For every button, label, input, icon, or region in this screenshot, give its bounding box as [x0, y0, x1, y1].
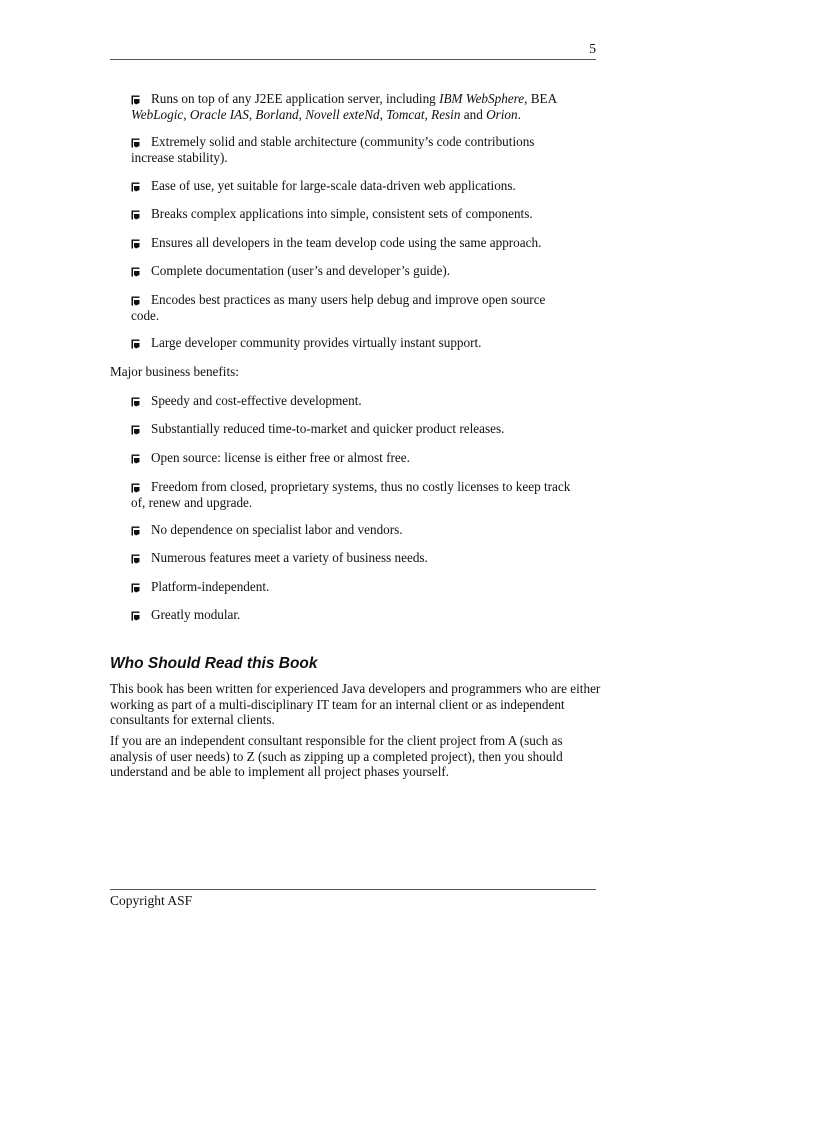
bullet-item — [131, 235, 576, 251]
hand-pointer-icon — [131, 611, 140, 620]
bullet-text: Complete documentation (user’s and developer’s guide). — [151, 263, 451, 278]
bullet-text: Breaks complex applications into simple, consistent sets of components. — [151, 206, 533, 221]
hand-pointer-icon — [131, 483, 140, 492]
bullet-text: Platform-independent. — [151, 579, 270, 594]
bullet-text: , — [183, 106, 190, 122]
business-benefits-label: Major business benefits: — [110, 364, 239, 379]
hand-pointer-icon — [131, 138, 140, 147]
bullet-text: Orion — [486, 106, 518, 122]
bullet-text: . — [517, 106, 521, 122]
hand-pointer-icon — [131, 267, 140, 276]
bullet-text: Numerous features meet a variety of business needs. — [151, 550, 428, 565]
bullet-text: Encodes best practices as many users help debug and improve open source code. — [131, 292, 546, 323]
bullet-text: and — [460, 106, 487, 122]
bullet-text: , — [424, 106, 432, 122]
bullet-text: Open source: license is either free or almost free. — [151, 450, 410, 465]
hand-pointer-icon — [131, 182, 140, 191]
hand-pointer-icon — [131, 95, 140, 104]
header-rule — [110, 59, 596, 60]
bullet-text: Substantially reduced time-to-market and quicker product releases. — [151, 421, 505, 436]
bullet-item — [131, 607, 576, 623]
bullet-text: , — [379, 106, 387, 122]
hand-pointer-icon — [131, 554, 140, 563]
bullet-item — [131, 263, 576, 279]
bullet-text: Novell exteNd — [305, 106, 380, 122]
bullet-text: Resin — [431, 106, 461, 122]
bullet-text: WebLogic — [131, 106, 184, 122]
hand-pointer-icon — [131, 397, 140, 406]
page-number: 5 — [589, 41, 596, 56]
hand-pointer-icon — [131, 339, 140, 348]
bullet-text: No dependence on specialist labor and vendors. — [151, 522, 403, 537]
section-paragraph: This book has been written for experienced Java developers and programmers who are either working as part of a multi-disciplinary IT team for an internal client or as independent consultants for external clients. — [110, 681, 601, 727]
section-heading: Who Should Read this Book — [110, 655, 318, 672]
hand-pointer-icon — [131, 454, 140, 463]
bullet-item — [131, 450, 576, 466]
hand-pointer-icon — [131, 425, 140, 434]
footer-rule — [110, 889, 596, 890]
hand-pointer-icon — [131, 583, 140, 592]
bullet-item — [131, 421, 576, 437]
bullet-text: Extremely solid and stable architecture (community’s code contributions increase stability). — [131, 134, 535, 165]
bullet-text: , — [248, 106, 256, 122]
bullet-text: , BEA — [524, 91, 557, 106]
hand-pointer-icon — [131, 296, 140, 305]
bullet-item — [131, 522, 576, 538]
bullet-text: Oracle IAS — [189, 106, 249, 122]
bullet-text: Greatly modular. — [151, 607, 241, 622]
bullet-text: Borland — [255, 106, 299, 122]
bullet-text: , — [298, 106, 306, 122]
bullet-item — [131, 292, 576, 323]
hand-pointer-icon — [131, 239, 140, 248]
bullet-text: IBM WebSphere — [439, 91, 525, 106]
bullet-item — [131, 335, 576, 351]
bullet-text: Tomcat — [386, 106, 425, 122]
bullet-item — [131, 579, 576, 595]
bullet-text: Ensures all developers in the team develop code using the same approach. — [151, 235, 542, 250]
bullet-item — [131, 550, 576, 566]
bullet-item — [131, 393, 576, 409]
bullet-item — [131, 134, 576, 165]
bullet-text: Ease of use, yet suitable for large-scale data-driven web applications. — [151, 178, 516, 193]
bullet-text: Speedy and cost-effective development. — [151, 393, 362, 408]
bullet-text: Freedom from closed, proprietary systems, thus no costly licenses to keep track of, renew and upgrade. — [131, 479, 571, 510]
bullet-text: Runs on top of any J2EE application server, including — [151, 91, 440, 106]
bullet-item — [131, 178, 576, 194]
hand-pointer-icon — [131, 210, 140, 219]
section-paragraph: If you are an independent consultant responsible for the client project from A (such as analysis of user needs) to Z (such as zipping up a completed project), then you should understand and be able to implement all project phases yourself. — [110, 733, 563, 779]
hand-pointer-icon — [131, 526, 140, 535]
footer-copyright: Copyright ASF — [110, 893, 193, 908]
bullet-item — [131, 206, 576, 222]
bullet-text: Large developer community provides virtually instant support. — [151, 335, 482, 350]
bullet-item — [131, 91, 576, 122]
bullet-item — [131, 479, 576, 510]
